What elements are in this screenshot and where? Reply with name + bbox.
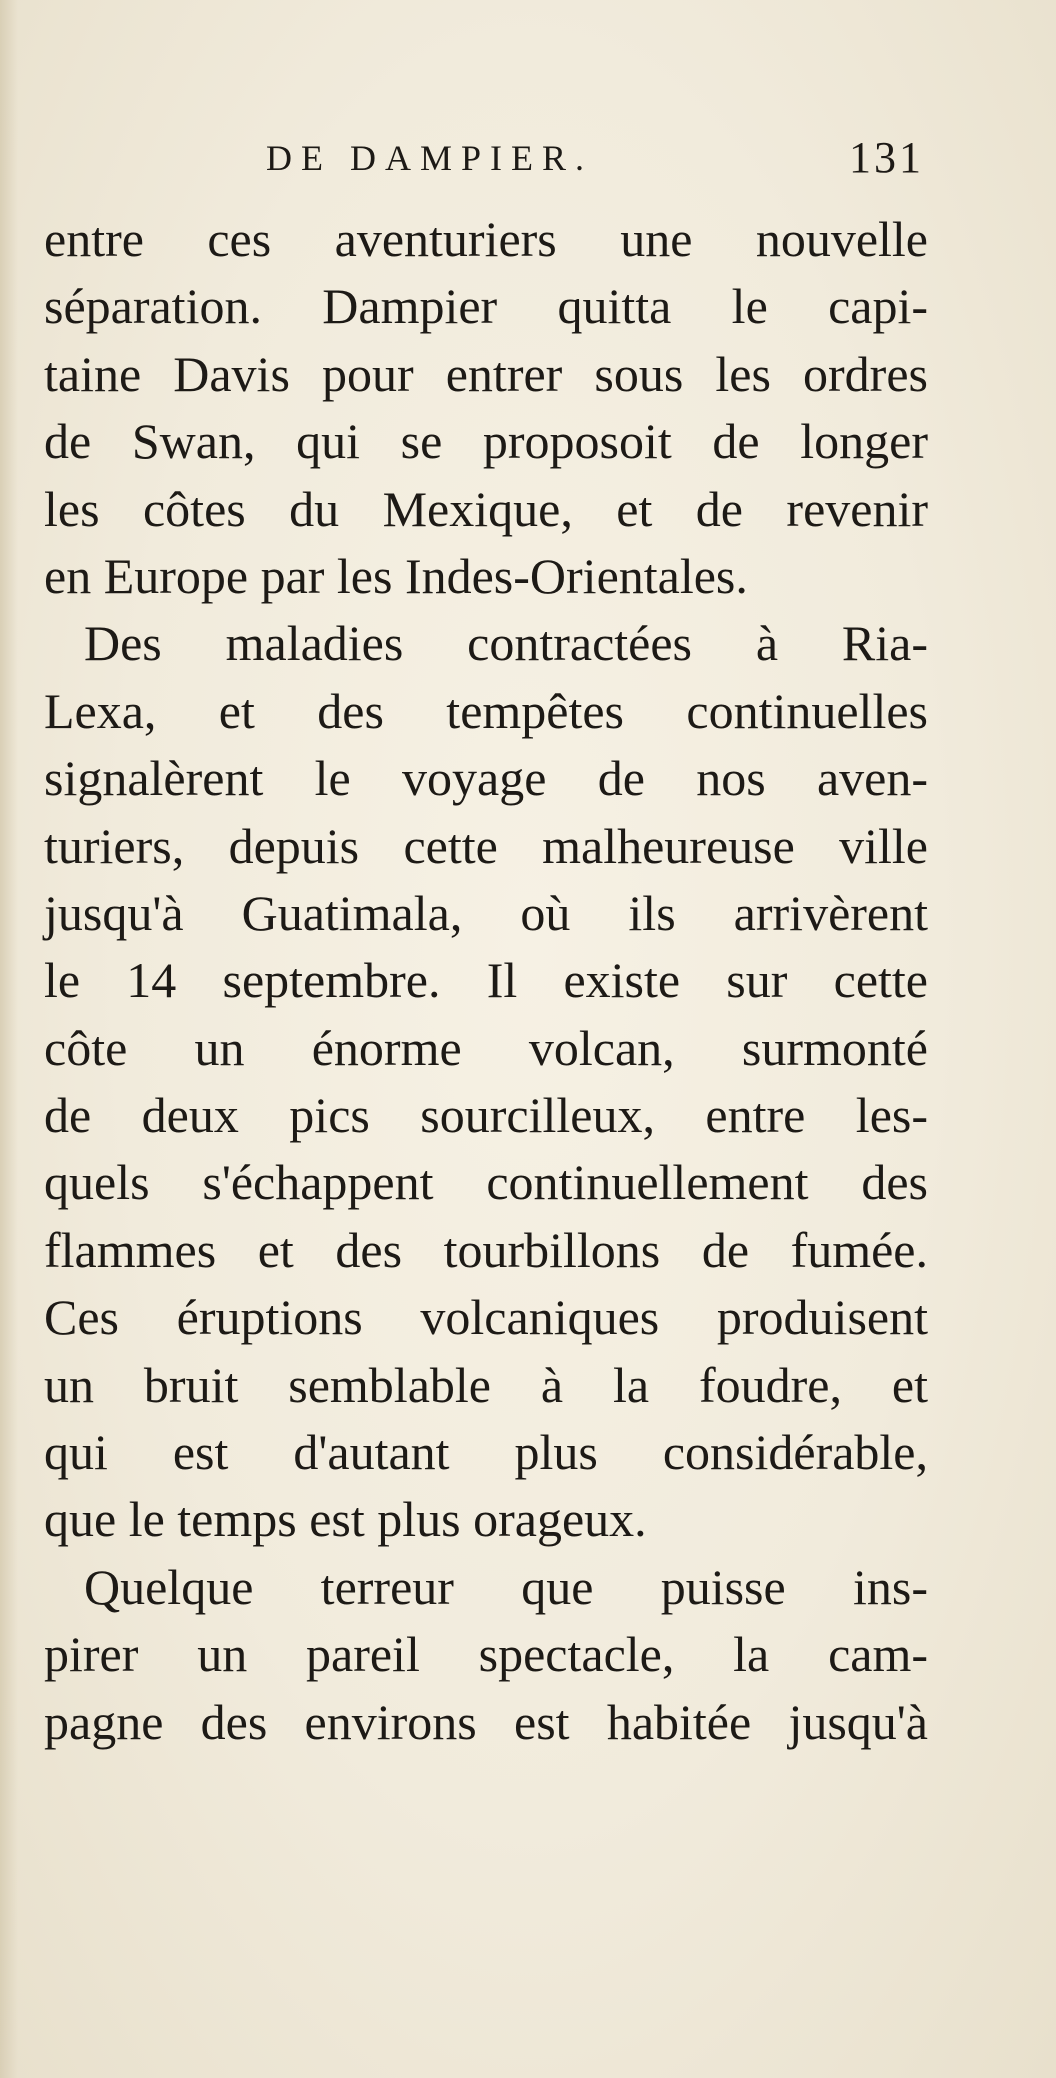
text-line: flammes et des tourbillons de fumée. bbox=[44, 1221, 928, 1278]
text-line: entre ces aventuriers une nouvelle bbox=[44, 211, 928, 267]
text-line: de deux pics sourcilleux, entre les- bbox=[44, 1087, 928, 1144]
page-header bbox=[48, 128, 924, 188]
page-number: 131 bbox=[849, 133, 924, 182]
text-line: les côtes du Mexique, et de revenir bbox=[44, 480, 928, 537]
paragraph-start-line: Des maladies contractées à Ria- bbox=[84, 615, 928, 672]
text-line: de Swan, qui se proposoit de longer bbox=[44, 413, 928, 470]
text-line: pirer un pareil spectacle, la cam- bbox=[44, 1626, 928, 1683]
text-line: qui est d'autant plus considérable, bbox=[44, 1424, 928, 1481]
text-line: jusqu'à Guatimala, où ils arrivèrent bbox=[44, 884, 928, 941]
page-gutter-shadow bbox=[0, 0, 18, 2078]
text-line: côte un énorme volcan, surmonté bbox=[44, 1019, 928, 1076]
text-line: signalèrent le voyage de nos aven- bbox=[44, 750, 928, 807]
text-line: Lexa, et des tempêtes continuelles bbox=[44, 682, 928, 739]
text-line: taine Davis pour entrer sous les ordres bbox=[44, 345, 928, 402]
text-line: un bruit semblable à la foudre, et bbox=[44, 1356, 928, 1413]
text-line: en Europe par les Indes-Orientales. bbox=[44, 547, 748, 604]
paragraph-start-line: Quelque terreur que puisse ins- bbox=[84, 1558, 928, 1615]
text-line: turiers, depuis cette malheureuse ville bbox=[44, 817, 928, 874]
text-line: pagne des environs est habitée jusqu'à bbox=[44, 1693, 928, 1750]
text-line: le 14 septembre. Il existe sur cette bbox=[44, 952, 928, 1009]
running-head: DE DAMPIER. bbox=[266, 138, 594, 178]
text-line: quels s'échappent continuellement des bbox=[44, 1154, 928, 1211]
text-line: séparation. Dampier quitta le capi- bbox=[44, 278, 928, 335]
text-line: Ces éruptions volcaniques produisent bbox=[44, 1289, 928, 1346]
text-line: que le temps est plus orageux. bbox=[44, 1491, 647, 1548]
body-text bbox=[44, 206, 928, 1756]
